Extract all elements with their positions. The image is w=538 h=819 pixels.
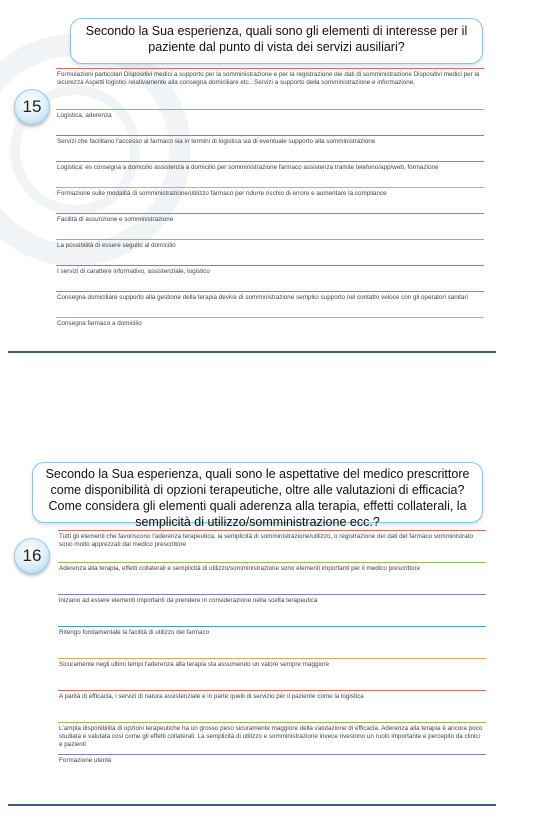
answer-item: Tutti gli elementi che favoriscono l'aderenza terapeutica, la semplicità di somministrazione/utilizzo, o registrazione dei dati del farmaco somministrato sono molto apprezzati dal medico prescrittore: [58, 530, 486, 562]
answers-list-16: [58, 530, 486, 786]
answer-item: Formazione utente: [58, 754, 486, 786]
question-16-text: Secondo la Sua esperienza, quali sono le aspettative del medico prescrittore come disponibilità di opzioni terapeutiche, oltre alle valutazioni di efficacia? Come considera gli elementi quali aderenza alla terapia, effetti collaterali, la semplicità di utilizzo/somministrazione ecc.?: [45, 467, 470, 529]
question-number-badge-15: [14, 89, 50, 125]
section-divider-15: [8, 351, 496, 353]
answer-item: A parità di efficacia, i servizi di natura assistenziale e in parte quelli di servizio per il paziente come la logistica: [58, 690, 486, 722]
answer-item: Formulazioni particolari Dispositivi medici a supporto per la somministrazione e per la registrazione dei dati di somministrazione Dispositivi medici per la sicurezza Aspetti logistici relativamente alla consegna domiciliare etc.. Servizi a supporto della somministrazione e informazione.: [56, 68, 484, 109]
answer-item: Formazione sulle modalità di somministrazione/utilizzo farmaco per ridurre rischio di errore e aumentare la compliance: [56, 187, 484, 213]
question-15-box: [70, 18, 483, 64]
question-number-badge-16: [14, 538, 50, 574]
answer-item: Consegna farmaco a domicilio: [56, 317, 484, 343]
answer-item: Consegna domiciliare supporto alla gestione della terapia device di somministrazione semplici supporto nel contatto veloce con gli operatori sanitari: [56, 291, 484, 317]
answer-item: Facilità di assunzione e somministrazione: [56, 213, 484, 239]
answer-item: Ritengo fondamentale la facilità di utilizzo del farmaco: [58, 626, 486, 658]
answer-item: I servizi di carattere informativo, assistenziale, logistico: [56, 265, 484, 291]
question-number-16: 16: [22, 546, 42, 565]
answer-item: Logistica, aderenza: [56, 109, 484, 135]
answers-list-15: [56, 68, 484, 343]
answer-item: iniziano ad essere elementi importanti da prendere in considerazione nella scelta terapeutica: [58, 594, 486, 626]
section-divider-16: [8, 804, 496, 806]
question-16-box: [32, 462, 483, 529]
answer-item: Sicuramente negli ultimi tempi l'aderenza alla terapia sta assumendo un valore sempre maggiore: [58, 658, 486, 690]
answer-item: L'ampia disponibilità di opzioni terapeutiche ha un grosso peso sicuramente maggiore della valutazione di efficacia. Aderenza alla terapia è ancora poco studiata e valutata così come gli effetti collaterali. La semplicità di utilizzo e somministrazione invece rivestono un ruolo importante e percepito da clinici e pazienti: [58, 722, 486, 754]
answer-item: La possibilità di essere seguito al domicilio: [56, 239, 484, 265]
question-15-text: Secondo la Sua esperienza, quali sono gli elementi di interesse per il paziente dal punto di vista dei servizi ausiliari?: [85, 24, 468, 54]
answer-item: Servizi che facilitano l'accesso al farmaco sia in termini di logistica sia di eventuale supporto alla somministrazione: [56, 135, 484, 161]
answer-item: Aderenza alla terapia, effetti collaterali e semplicità di utilizzo/somministrazione sono elementi importanti per il medico prescrittore: [58, 562, 486, 594]
answer-item: Logistica: es consegna a domicilio assistenza a domicilio per somministrazione farmaco assistenza tramite telefono/app/web, formazione: [56, 161, 484, 187]
question-number-15: 15: [22, 97, 42, 116]
